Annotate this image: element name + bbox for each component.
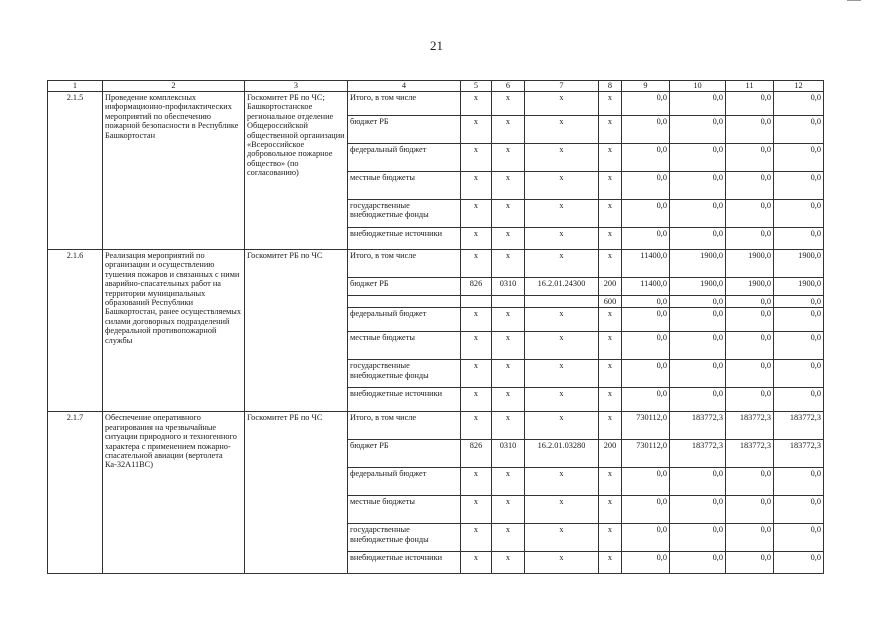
cell-year-1: 0,0 — [670, 228, 726, 250]
cell-year-2: 0,0 — [726, 468, 774, 496]
funding-source: государственные внебюджетные фонды — [348, 360, 461, 388]
funding-source: бюджет РБ — [348, 278, 461, 296]
header-cell: 1 — [48, 81, 103, 92]
cell-year-1: 0,0 — [670, 496, 726, 524]
funding-source: Итого, в том числе — [348, 412, 461, 440]
cell-year-3: 0,0 — [774, 228, 824, 250]
cell-expense-type: x — [599, 388, 622, 412]
cell-expense-type: x — [599, 360, 622, 388]
cell-target-article: x — [525, 144, 599, 172]
cell-year-2: 0,0 — [726, 524, 774, 552]
section-title: Реализация мероприятий по организации и осуществлению тушения пожаров и связанных с ними аварийно-спасательных работ на территории муниципальных образований Республики Башкортостан, ранее осуществляемых силами договорных подразделений федеральной противопожарной службы — [103, 250, 245, 412]
table-row — [48, 250, 824, 278]
cell-section-code: x — [492, 172, 525, 200]
cell-year-1: 183772,3 — [670, 412, 726, 440]
cell-year-3: 183772,3 — [774, 440, 824, 468]
cell-admin-code: x — [461, 92, 492, 116]
budget-table — [47, 80, 824, 574]
page-number: 21 — [430, 38, 443, 53]
cell-total: 0,0 — [622, 308, 670, 332]
cell-year-3: 0,0 — [774, 332, 824, 360]
funding-source: Итого, в том числе — [348, 250, 461, 278]
cell-admin-code: x — [461, 332, 492, 360]
cell-year-2: 0,0 — [726, 144, 774, 172]
cell-target-article: x — [525, 496, 599, 524]
cell-year-1: 0,0 — [670, 172, 726, 200]
cell-year-2: 0,0 — [726, 388, 774, 412]
cell-year-2: 0,0 — [726, 496, 774, 524]
cell-year-1: 0,0 — [670, 332, 726, 360]
cell-total: 11400,0 — [622, 278, 670, 296]
cell-admin-code: x — [461, 172, 492, 200]
cell-expense-type: x — [599, 144, 622, 172]
cell-section-code: x — [492, 496, 525, 524]
cell-total: 730112,0 — [622, 440, 670, 468]
section-code: 2.1.5 — [48, 92, 103, 250]
cell-admin-code: x — [461, 360, 492, 388]
cell-expense-type: x — [599, 116, 622, 144]
header-cell: 11 — [726, 81, 774, 92]
cell-total: 0,0 — [622, 388, 670, 412]
cell-year-2: 0,0 — [726, 92, 774, 116]
cell-year-1: 0,0 — [670, 468, 726, 496]
section-executor: Госкомитет РБ по ЧС; Башкортостанское региональное отделение Общероссийской общественной организации «Всероссийское добровольное пожарное общество» (по согласованию) — [245, 92, 348, 250]
cell-year-3: 0,0 — [774, 92, 824, 116]
cell-section-code: x — [492, 332, 525, 360]
cell-section-code: x — [492, 552, 525, 574]
cell-year-3: 0,0 — [774, 200, 824, 228]
cell-target-article: x — [525, 228, 599, 250]
cell-total: 11400,0 — [622, 250, 670, 278]
cell-target-article: 16.2.01.03280 — [525, 440, 599, 468]
cell-target-article: x — [525, 388, 599, 412]
funding-source: местные бюджеты — [348, 332, 461, 360]
cell-section-code: x — [492, 308, 525, 332]
cell-target-article: x — [525, 250, 599, 278]
cell-year-1: 0,0 — [670, 296, 726, 308]
cell-admin-code: x — [461, 200, 492, 228]
cell-year-1: 0,0 — [670, 388, 726, 412]
cell-total: 0,0 — [622, 228, 670, 250]
cell-year-2: 183772,3 — [726, 440, 774, 468]
cell-year-1: 1900,0 — [670, 278, 726, 296]
cell-year-1: 0,0 — [670, 92, 726, 116]
cell-section-code: 0310 — [492, 440, 525, 468]
funding-source: Итого, в том числе — [348, 92, 461, 116]
cell-admin-code: x — [461, 308, 492, 332]
header-cell: 8 — [599, 81, 622, 92]
cell-expense-type: x — [599, 496, 622, 524]
cell-target-article — [525, 296, 599, 308]
cell-year-2: 0,0 — [726, 116, 774, 144]
header-cell: 6 — [492, 81, 525, 92]
cell-admin-code: x — [461, 412, 492, 440]
cell-target-article: x — [525, 116, 599, 144]
cell-target-article: x — [525, 524, 599, 552]
cell-section-code: x — [492, 360, 525, 388]
cell-section-code: x — [492, 200, 525, 228]
cell-total: 0,0 — [622, 552, 670, 574]
cell-expense-type: x — [599, 250, 622, 278]
cell-expense-type: x — [599, 308, 622, 332]
cell-admin-code: x — [461, 388, 492, 412]
cell-year-3: 0,0 — [774, 552, 824, 574]
cell-year-3: 0,0 — [774, 116, 824, 144]
header-cell: 10 — [670, 81, 726, 92]
cell-year-2: 0,0 — [726, 308, 774, 332]
table-row — [48, 412, 824, 440]
cell-year-1: 0,0 — [670, 144, 726, 172]
header-cell: 2 — [103, 81, 245, 92]
funding-source: федеральный бюджет — [348, 468, 461, 496]
cell-year-3: 1900,0 — [774, 278, 824, 296]
cell-total: 0,0 — [622, 468, 670, 496]
cell-admin-code: 826 — [461, 278, 492, 296]
cell-year-1: 183772,3 — [670, 440, 726, 468]
cell-section-code: x — [492, 144, 525, 172]
cell-section-code — [492, 296, 525, 308]
cell-target-article: x — [525, 412, 599, 440]
cell-section-code: 0310 — [492, 278, 525, 296]
header-row — [48, 81, 824, 92]
cell-year-1: 1900,0 — [670, 250, 726, 278]
cell-section-code: x — [492, 388, 525, 412]
cell-admin-code: 826 — [461, 440, 492, 468]
header-cell: 7 — [525, 81, 599, 92]
cell-year-2: 0,0 — [726, 200, 774, 228]
section-title: Обеспечение оперативного реагирования на чрезвычайные ситуации природного и техногенного характера с применением пожарно-спасательной авиации (вертолета Ка-32А11ВС) — [103, 412, 245, 574]
cell-year-2: 0,0 — [726, 228, 774, 250]
cell-year-3: 0,0 — [774, 172, 824, 200]
cell-target-article: x — [525, 92, 599, 116]
cell-expense-type: x — [599, 332, 622, 360]
cell-target-article: x — [525, 552, 599, 574]
cell-year-2: 0,0 — [726, 296, 774, 308]
funding-source: местные бюджеты — [348, 172, 461, 200]
section-executor: Госкомитет РБ по ЧС — [245, 250, 348, 412]
cell-total: 730112,0 — [622, 412, 670, 440]
header-cell: 12 — [774, 81, 824, 92]
cell-expense-type: x — [599, 524, 622, 552]
cell-admin-code: x — [461, 144, 492, 172]
funding-source: внебюджетные источники — [348, 552, 461, 574]
cell-target-article: x — [525, 360, 599, 388]
cell-section-code: x — [492, 250, 525, 278]
cell-year-2: 183772,3 — [726, 412, 774, 440]
cell-section-code: x — [492, 524, 525, 552]
cell-total: 0,0 — [622, 496, 670, 524]
cell-year-3: 0,0 — [774, 308, 824, 332]
funding-source: государственные внебюджетные фонды — [348, 200, 461, 228]
cell-target-article: x — [525, 468, 599, 496]
cell-expense-type: x — [599, 228, 622, 250]
cell-year-1: 0,0 — [670, 524, 726, 552]
cell-total: 0,0 — [622, 360, 670, 388]
cell-expense-type: 200 — [599, 278, 622, 296]
cell-target-article: x — [525, 308, 599, 332]
cell-year-2: 0,0 — [726, 172, 774, 200]
cell-total: 0,0 — [622, 116, 670, 144]
corner-mark — [847, 0, 861, 1]
cell-expense-type: x — [599, 468, 622, 496]
cell-section-code: x — [492, 92, 525, 116]
section-title: Проведение комплексных информационно-профилактических мероприятий по обеспечению пожарной безопасности в Республике Башкортостан — [103, 92, 245, 250]
funding-source: федеральный бюджет — [348, 144, 461, 172]
funding-source: государственные внебюджетные фонды — [348, 524, 461, 552]
cell-total: 0,0 — [622, 524, 670, 552]
header-cell: 3 — [245, 81, 348, 92]
cell-total: 0,0 — [622, 172, 670, 200]
cell-expense-type: x — [599, 200, 622, 228]
funding-source: внебюджетные источники — [348, 228, 461, 250]
cell-expense-type: x — [599, 412, 622, 440]
cell-total: 0,0 — [622, 92, 670, 116]
cell-section-code: x — [492, 116, 525, 144]
cell-expense-type: 200 — [599, 440, 622, 468]
cell-year-3: 183772,3 — [774, 412, 824, 440]
section-code: 2.1.7 — [48, 412, 103, 574]
cell-total: 0,0 — [622, 144, 670, 172]
funding-source: бюджет РБ — [348, 116, 461, 144]
cell-total: 0,0 — [622, 296, 670, 308]
funding-source: местные бюджеты — [348, 496, 461, 524]
cell-year-1: 0,0 — [670, 116, 726, 144]
cell-expense-type: x — [599, 92, 622, 116]
cell-year-3: 0,0 — [774, 468, 824, 496]
funding-source: федеральный бюджет — [348, 308, 461, 332]
table-row — [48, 92, 824, 116]
cell-admin-code: x — [461, 116, 492, 144]
cell-admin-code: x — [461, 552, 492, 574]
cell-year-2: 0,0 — [726, 552, 774, 574]
cell-total: 0,0 — [622, 200, 670, 228]
cell-year-3: 0,0 — [774, 360, 824, 388]
cell-admin-code: x — [461, 468, 492, 496]
cell-total: 0,0 — [622, 332, 670, 360]
funding-source: бюджет РБ — [348, 440, 461, 468]
cell-year-3: 0,0 — [774, 144, 824, 172]
section-executor: Госкомитет РБ по ЧС — [245, 412, 348, 574]
cell-admin-code: x — [461, 228, 492, 250]
funding-source: внебюджетные источники — [348, 388, 461, 412]
cell-year-1: 0,0 — [670, 200, 726, 228]
cell-year-1: 0,0 — [670, 360, 726, 388]
cell-admin-code: x — [461, 496, 492, 524]
cell-target-article: 16.2.01.24300 — [525, 278, 599, 296]
cell-year-2: 0,0 — [726, 360, 774, 388]
cell-expense-type: x — [599, 552, 622, 574]
cell-year-3: 0,0 — [774, 524, 824, 552]
cell-year-3: 0,0 — [774, 496, 824, 524]
cell-section-code: x — [492, 412, 525, 440]
cell-section-code: x — [492, 228, 525, 250]
cell-year-3: 0,0 — [774, 388, 824, 412]
cell-admin-code: x — [461, 524, 492, 552]
cell-expense-type: 600 — [599, 296, 622, 308]
cell-year-3: 0,0 — [774, 296, 824, 308]
cell-target-article: x — [525, 200, 599, 228]
cell-year-3: 1900,0 — [774, 250, 824, 278]
header-cell: 9 — [622, 81, 670, 92]
cell-expense-type: x — [599, 172, 622, 200]
cell-year-1: 0,0 — [670, 308, 726, 332]
cell-year-2: 0,0 — [726, 332, 774, 360]
cell-year-1: 0,0 — [670, 552, 726, 574]
header-cell: 5 — [461, 81, 492, 92]
cell-year-2: 1900,0 — [726, 250, 774, 278]
cell-target-article: x — [525, 172, 599, 200]
cell-year-2: 1900,0 — [726, 278, 774, 296]
header-cell: 4 — [348, 81, 461, 92]
section-code: 2.1.6 — [48, 250, 103, 412]
cell-admin-code: x — [461, 250, 492, 278]
cell-target-article: x — [525, 332, 599, 360]
funding-source — [348, 296, 461, 308]
cell-admin-code — [461, 296, 492, 308]
cell-section-code: x — [492, 468, 525, 496]
